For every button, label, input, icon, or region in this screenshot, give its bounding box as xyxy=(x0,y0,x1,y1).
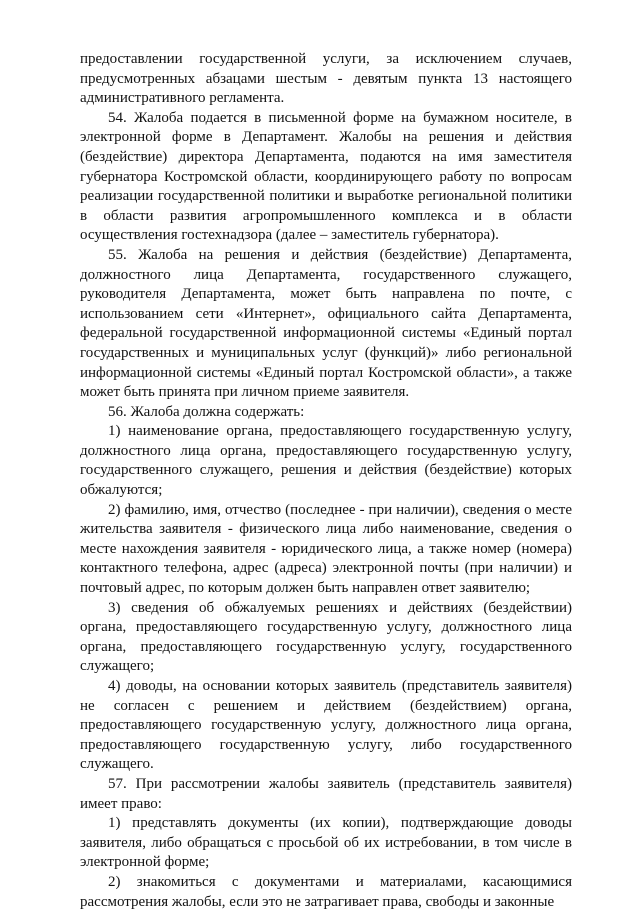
paragraph-subitem-56-3: 3) сведения об обжалуемых решениях и действиях (бездействии) органа, предоставляющего государственную услугу, должностного лица органа, предоставляющего государственную услугу, государственного служащего; xyxy=(80,599,572,675)
document-page xyxy=(80,50,572,912)
paragraph-continuation: предоставлении государственной услуги, за исключением случаев, предусмотренных абзацами шестым - девятым пункта 13 настоящего административного регламента. xyxy=(80,51,572,107)
paragraph-subitem-57-1: 1) представлять документы (их копии), подтверждающие доводы заявителя, либо обращаться с просьбой об их истребовании, в том числе в электронной форме; xyxy=(80,815,572,871)
paragraph-item-55: 55. Жалоба на решения и действия (бездействие) Департамента, должностного лица Департамента, государственного служащего, руководителя Департамента, может быть направлена по почте, с использованием сети «Интернет», официального сайта Департамента, федеральной государственной информационной системы «Единый портал государственных и муниципальных услуг (функций)» либо региональной информационной системы «Единый портал Костромской области», а также может быть принята при личном приеме заявителя. xyxy=(80,246,572,401)
paragraph-subitem-56-1: 1) наименование органа, предоставляющего государственную услугу, должностного лица органа, предоставляющего государственную услугу, государственного служащего, решения и действия (бездействие) которых обжалуются; xyxy=(80,423,572,499)
paragraph-subitem-56-4: 4) доводы, на основании которых заявитель (представитель заявителя) не согласен с решением и действием (бездействием) органа, предоставляющего государственную услугу, должностного лица органа, предоставляющего государственную услугу, либо государственного служащего. xyxy=(80,678,572,773)
paragraph-subitem-56-2: 2) фамилию, имя, отчество (последнее - при наличии), сведения о месте жительства заявителя - физического лица либо наименование, сведения о месте нахождения заявителя - юридического лица, а также номер (номера) контактного телефона, адрес (адреса) электронной почты (при наличии) и почтовый адрес, по которым должен быть направлен ответ заявителю; xyxy=(80,501,572,597)
paragraph-item-57: 57. При рассмотрении жалобы заявитель (представитель заявителя) имеет право: xyxy=(80,775,572,812)
paragraph-item-56: 56. Жалоба должна содержать: xyxy=(108,403,305,420)
paragraph-item-54: 54. Жалоба подается в письменной форме на бумажном носителе, в электронной форме в Департамент. Жалобы на решения и действия (бездействие) директора Департамента, подаются на имя заместителя губернатора Костромской области, координирующего работу по вопросам реализации государственной политики и выработке региональной политики в области развития агропромышленного комплекса и в области осуществления гостехнадзора (далее – заместитель губернатора). xyxy=(80,109,572,244)
paragraph-subitem-57-2: 2) знакомиться с документами и материалами, касающимися рассмотрения жалобы, если это не затрагивает права, свободы и законные xyxy=(80,873,572,910)
